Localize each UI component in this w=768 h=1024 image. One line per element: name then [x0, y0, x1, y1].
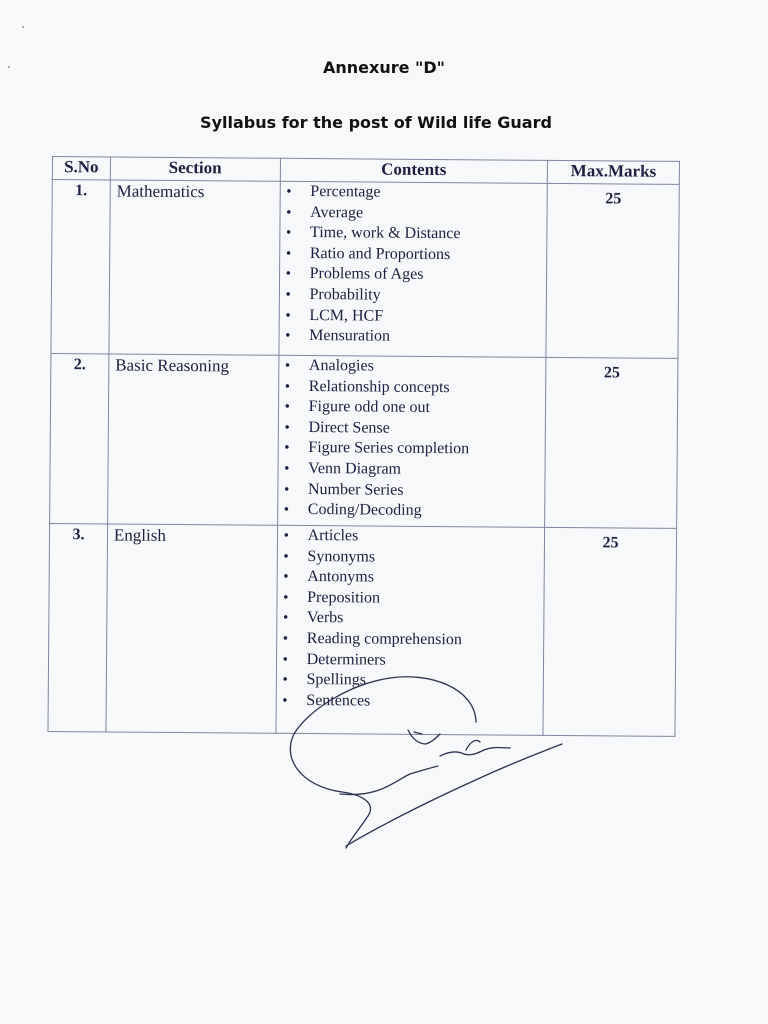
row-sno: 1. [51, 180, 110, 354]
list-item: • Time, work & Distance [310, 223, 547, 245]
row-max-marks: 25 [543, 527, 676, 736]
list-item: • Probability [309, 285, 546, 307]
list-item: • Figure Series completion [308, 438, 545, 460]
header-max-marks: Max.Marks [547, 160, 679, 184]
list-item: • Sentences [306, 691, 543, 713]
row-max-marks: 25 [545, 357, 678, 528]
contents-list [278, 356, 546, 523]
row-section: Mathematics [109, 180, 280, 355]
page-subtitle: Syllabus for the post of Wild life Guard [200, 113, 552, 132]
list-item: • Relationship concepts [309, 377, 546, 399]
list-item: • Coding/Decoding [308, 500, 545, 522]
row-section: English [106, 524, 277, 733]
table-row [50, 353, 678, 528]
list-item: • Problems of Ages [310, 264, 547, 286]
table-row [51, 180, 679, 359]
row-contents [277, 355, 546, 527]
list-item: • Direct Sense [308, 418, 545, 440]
list-item: • Figure odd one out [309, 397, 546, 419]
list-item: • Venn Diagram [308, 459, 545, 481]
signature-icon [280, 670, 580, 860]
list-item: • Analogies [309, 356, 546, 378]
row-contents [279, 181, 548, 357]
syllabus-table [47, 156, 680, 737]
list-item: • LCM, HCF [309, 306, 546, 328]
list-item: • Number Series [308, 480, 545, 502]
list-item: • Reading comprehension [307, 629, 544, 651]
header-sno: S.No [52, 157, 110, 180]
list-item: • Ratio and Proportions [310, 244, 547, 266]
list-item: • Antonyms [307, 567, 544, 589]
row-sno: 2. [50, 353, 109, 523]
list-item: • Verbs [307, 608, 544, 630]
header-contents: Contents [280, 158, 548, 183]
scan-speck [22, 26, 24, 28]
list-item: • Determiners [307, 650, 544, 672]
list-item: • Articles [308, 526, 545, 548]
list-item: • Synonyms [307, 547, 544, 569]
row-max-marks: 25 [546, 183, 679, 358]
row-sno: 3. [48, 523, 108, 731]
row-section: Basic Reasoning [108, 354, 279, 525]
list-item: • Mensuration [309, 326, 546, 348]
list-item: • Percentage [310, 182, 547, 204]
header-section: Section [110, 157, 280, 181]
list-item: • Spellings [306, 670, 543, 692]
page-title: Annexure "D" [323, 58, 445, 77]
list-item: • Average [310, 203, 547, 225]
contents-list [279, 182, 547, 349]
list-item: • Preposition [307, 588, 544, 610]
